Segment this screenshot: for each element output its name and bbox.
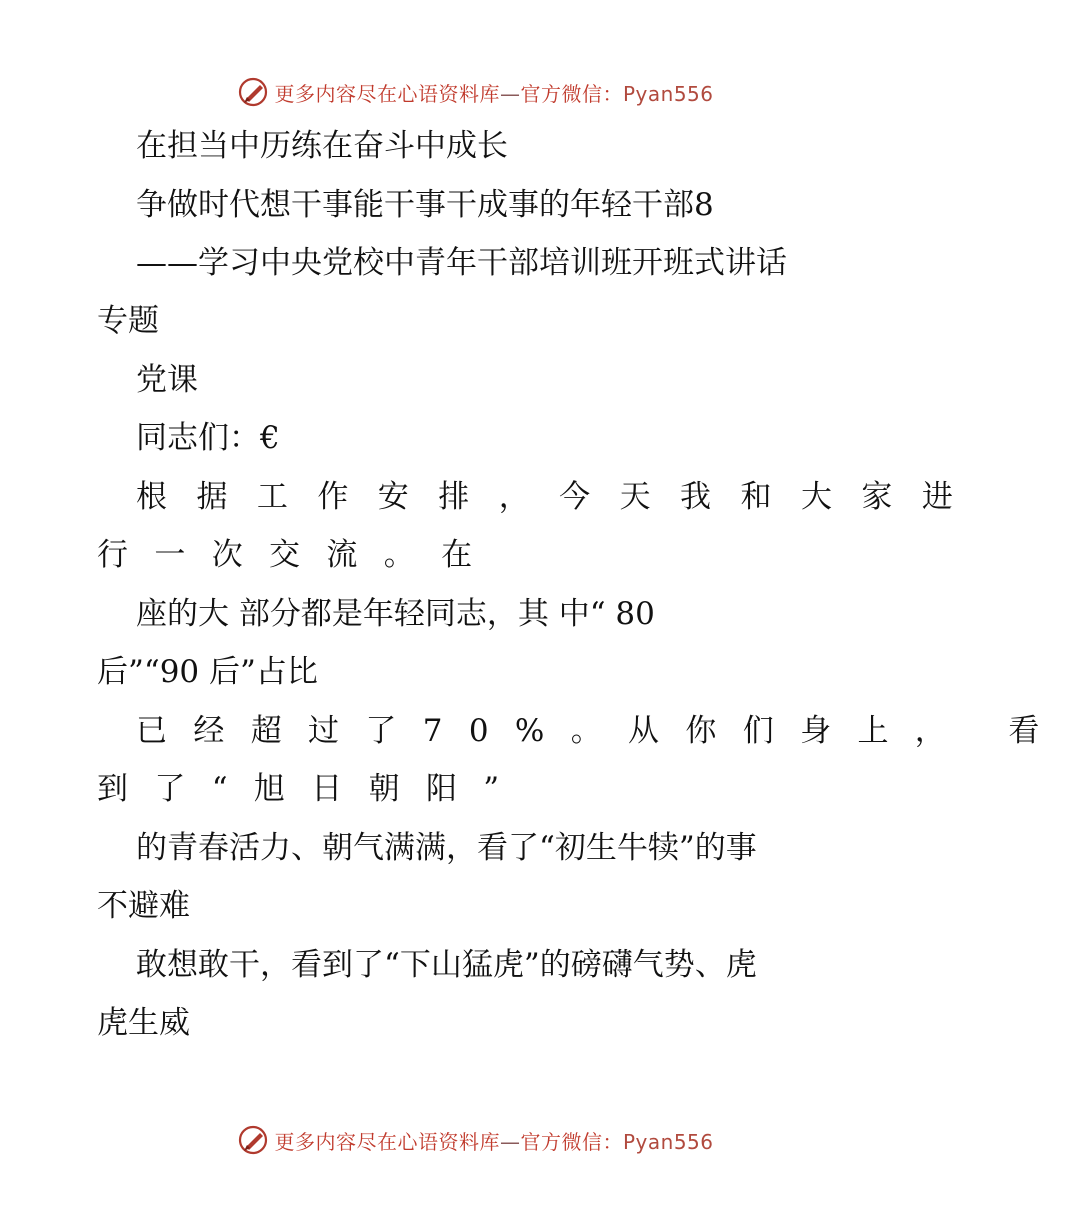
footer-watermark-banner <box>0 1120 950 1160</box>
watermark-text: 更多内容尽在心语资料库—官方微信：Pyan556 <box>274 81 714 106</box>
pen-logo-icon <box>236 75 270 109</box>
doc-subtitle-line-3: 党课 <box>136 362 198 398</box>
paragraph-line: 根据工作安排，今天我和大家进 <box>136 479 983 515</box>
salutation-line: 同志们：€ <box>136 420 280 456</box>
paragraph-line: 后”“90 后”占比 <box>97 654 318 690</box>
pen-logo-icon <box>236 1123 270 1157</box>
watermark-text: 更多内容尽在心语资料库—官方微信：Pyan556 <box>274 1129 714 1154</box>
doc-title-line-1: 在担当中历练在奋斗中成长 <box>136 128 508 164</box>
paragraph-line: 的青春活力、朝气满满，看了“初生牛犊”的事 <box>136 830 757 866</box>
paragraph-line: 不避难 <box>97 888 190 924</box>
paragraph-line: 座的大 部分都是年轻同志，其 中“ 80 <box>136 596 655 632</box>
paragraph-line: 虎生威 <box>97 1005 190 1041</box>
doc-subtitle-line-2: 专题 <box>97 303 159 339</box>
header-watermark-banner <box>0 72 950 112</box>
paragraph-line: 行一次交流。在 <box>97 537 499 573</box>
paragraph-line: 到了“旭日朝阳” <box>97 771 526 807</box>
paragraph-line: 敢想敢干，看到了“下山猛虎”的磅礴气势、虎 <box>136 947 757 983</box>
doc-title-line-2: 争做时代想干事能干事干成事的年轻干部8 <box>136 187 714 223</box>
doc-subtitle-line-1: ——学习中央党校中青年干部培训班开班式讲话 <box>136 245 787 281</box>
paragraph-line: 已经超过了70%。从你们身上， 看 <box>136 713 1066 749</box>
